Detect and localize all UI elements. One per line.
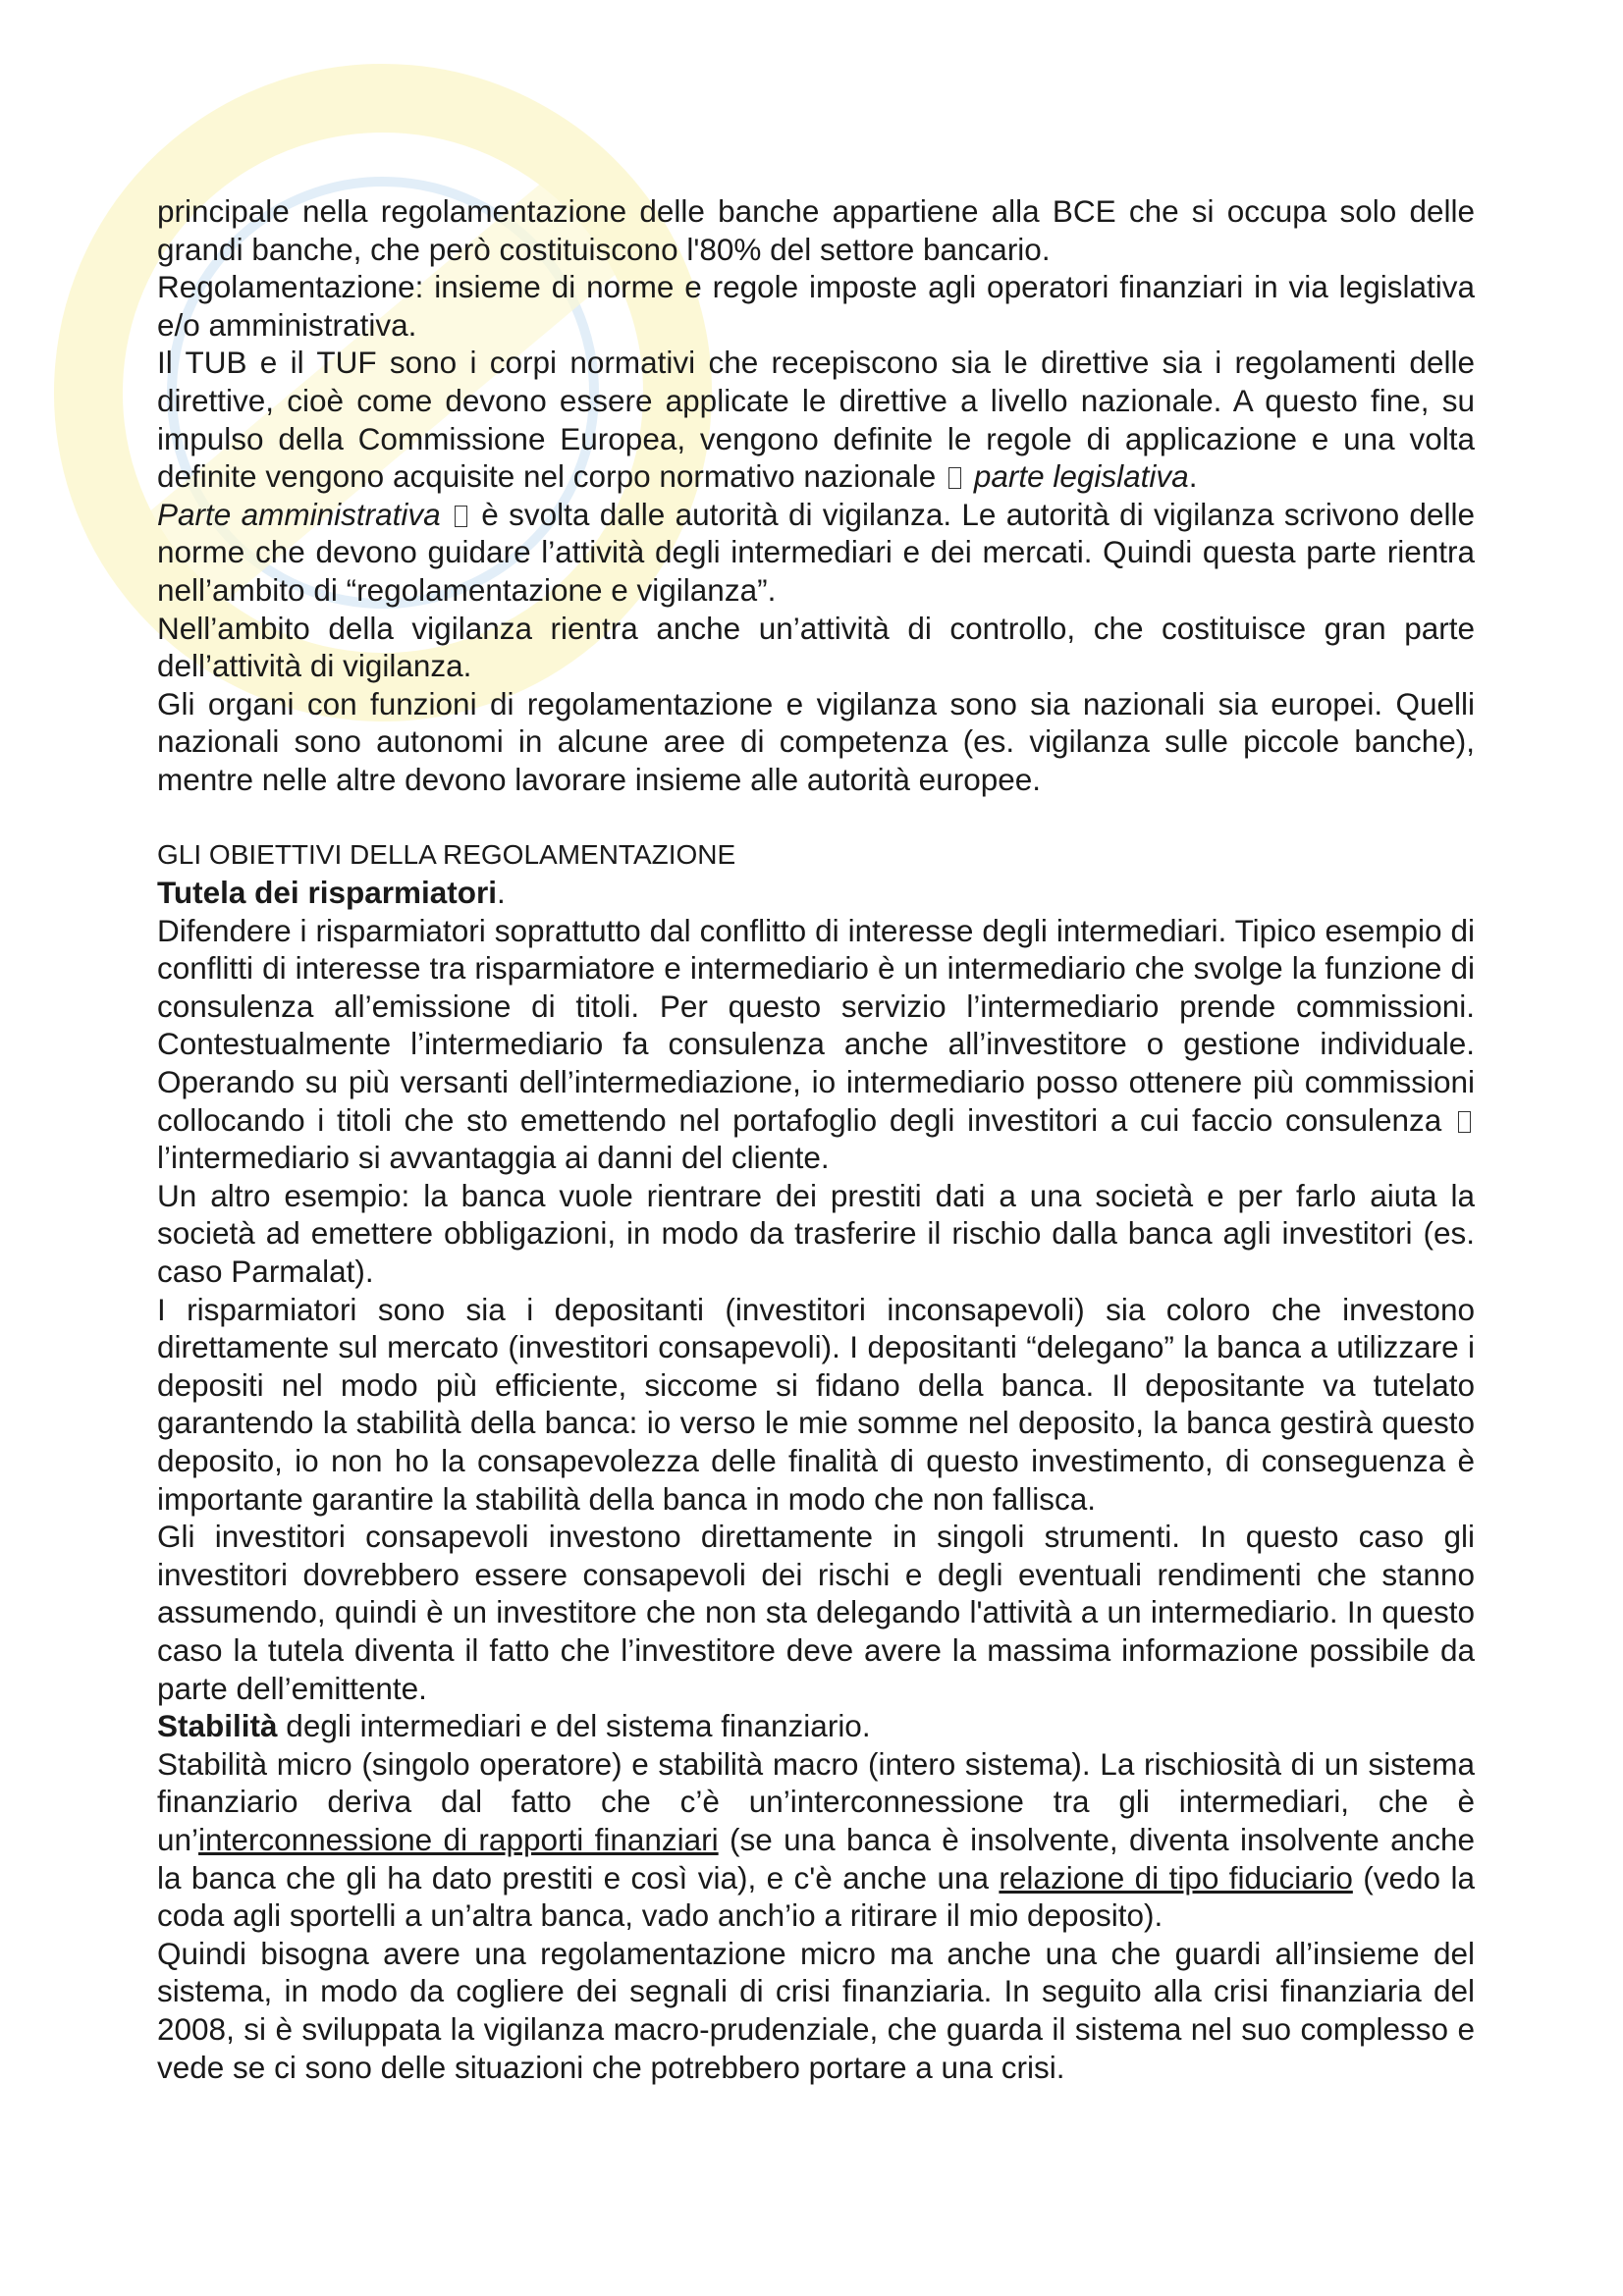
paragraph-investitori-consapevoli: Gli investitori consapevoli investono direttamente in singoli strumenti. In questo caso gli investitori dovrebbero essere consapevoli dei rischi e degli eventuali rendimenti che stanno assumendo, quindi è un investitore che non sta delegando l'attività a un intermediario. In questo caso la tutela diventa il fatto che l’investitore deve avere la massima informazione possibile da parte dell’emittente. — [157, 1519, 1475, 1706]
paragraph-depositanti: I risparmiatori sono sia i depositanti (investitori inconsapevoli) sia coloro che investono direttamente sul mercato (investitori consapevoli). I depositanti “delegano” la banca a utilizzare i depositi nel modo più efficiente, siccome si fidano della banca. Il depositante va tutelato garantendo la stabilità della banca: io verso le mie somme nel deposito, la banca gestirà questo deposito, io non ho la consapevolezza delle finalità di questo investimento, di conseguenza è importante garantire la stabilità della banca in modo che non fallisca. — [157, 1291, 1475, 1517]
paragraph-parmalat: Un altro esempio: la banca vuole rientrare dei prestiti dati a una società e per farlo aiuta la società ad emettere obbligazioni, in modo da trasferire il rischio dalla banca agli investitori (es. caso Parmalat). — [157, 1177, 1475, 1290]
bold-tutela: Tutela dei risparmiatori — [157, 875, 498, 911]
text-span: Difendere i risparmiatori soprattutto dal conflitto di interesse degli intermediari. Tipico esempio di conflitti di interesse tra risparmiatore e intermediario è un intermediario che svolge la funzione di consulenza all’emissione di titoli. Per questo servizio l’intermediario prende commissioni. Contestualmente l’intermediario fa consulenza anche all’investitore o gestione individuale. Operando su più versanti dell’intermediazione, io intermediario posso ottenere più commissioni collocando i titoli che sto emettendo nel portafoglio degli investitori a cui faccio consulenza — [157, 912, 1475, 1138]
missing-glyph-icon — [948, 467, 961, 489]
paragraph-macro-prudenziale: Quindi bisogna avere una regolamentazione micro ma anche una che guardi all’insieme del sistema, in modo da cogliere dei segnali di crisi finanziaria. In seguito alla crisi finanziaria del 2008, si è sviluppata la vigilanza macro-prudenziale, che guarda il sistema nel suo complesso e vede se ci sono delle situazioni che potrebbero portare a una crisi. — [157, 1935, 1475, 2085]
spacer — [157, 799, 1475, 836]
paragraph-conflitto — [157, 912, 1475, 1177]
text-span: è svolta dalle autorità di vigilanza. Le autorità di vigilanza scrivono delle norme che devono guidare l’attività degli intermediari e dei mercati. Quindi questa parte rientra nell’ambito di “regolamentazione e vigilanza”. — [157, 496, 1475, 608]
section-heading: GLI OBIETTIVI DELLA REGOLAMENTAZIONE — [157, 838, 736, 870]
subheading-stabilita — [157, 1707, 1475, 1745]
paragraph-controllo: Nell’ambito della vigilanza rientra anche un’attività di controllo, che costituisce gran parte dell’attività di vigilanza. — [157, 610, 1475, 684]
italic-parte-amministrativa: Parte amministrativa — [157, 496, 441, 532]
paragraph-micro-macro — [157, 1745, 1475, 1935]
subheading-tutela: Tutela dei risparmiatori. — [157, 875, 506, 911]
italic-parte-legislativa: parte legislativa — [973, 458, 1189, 495]
text-span: (se una banca è insolvente, diventa insolvente anche la banca che gli ha dato prestiti e così via), e c'è anche una — [157, 1821, 1475, 1896]
document-body — [157, 192, 1475, 2086]
paragraph-regolamentazione-def: Regolamentazione: insieme di norme e regole imposte agli operatori finanziari in via legislativa e/o amministrativa. — [157, 269, 1475, 343]
paragraph-parte-amministrativa — [157, 496, 1475, 610]
missing-glyph-icon — [1458, 1111, 1471, 1133]
underlined-interconnessione: interconnessione di rapporti finanziari — [198, 1821, 719, 1857]
text-span: degli intermediari e del sistema finanziario. — [286, 1708, 871, 1744]
paragraph-organi: Gli organi con funzioni di regolamentazione e vigilanza sono sia nazionali sia europei. Quelli nazionali sono autonomi in alcune aree di competenza (es. vigilanza sulle piccole banche), mentre nelle altre devono lavorare insieme alle autorità europee. — [157, 685, 1475, 797]
missing-glyph-icon — [455, 506, 467, 527]
text-span: Il TUB e il TUF sono i corpi normativi che recepiscono sia le direttive sia i regolamenti delle direttive, cioè come devono essere applicate le direttive a livello nazionale. A questo fine, su impulso della Commissione Europea, vengono definite le regole di applicazione e una volta definite vengono acquisite nel corpo normativo nazionale — [157, 345, 1475, 495]
bold-stabilita: Stabilità — [157, 1708, 278, 1744]
paragraph-bce: principale nella regolamentazione delle banche appartiene alla BCE che si occupa solo delle grandi banche, che però costituiscono l'80% del settore bancario. — [157, 193, 1475, 267]
paragraph-tub-tuf: Il TUB e il TUF sono i corpi normativi che recepiscono sia le direttive sia i regolamenti delle direttive, cioè come devono essere applicate le direttive a livello nazionale. A questo fine, su impulso della Commissione Europea, vengono definite le regole di applicazione e una volta definite vengono acquisite nel corpo normativo nazionale parte legislativa. — [157, 345, 1475, 495]
text-span: l’intermediario si avvantaggia ai danni del cliente. — [157, 1140, 830, 1176]
text-span: (vedo la coda agli sportelli a un’altra banca, vado anch’io a ritirare il mio deposito). — [157, 1859, 1475, 1934]
underlined-relazione-fiduciaria: relazione di tipo fiduciario — [999, 1859, 1353, 1896]
text-span: Stabilità micro (singolo operatore) e stabilità macro (intero sistema). La rischiosità di un sistema finanziario deriva dal fatto che c’è un’interconnessione tra gli intermediari, che è un’ — [157, 1745, 1475, 1857]
